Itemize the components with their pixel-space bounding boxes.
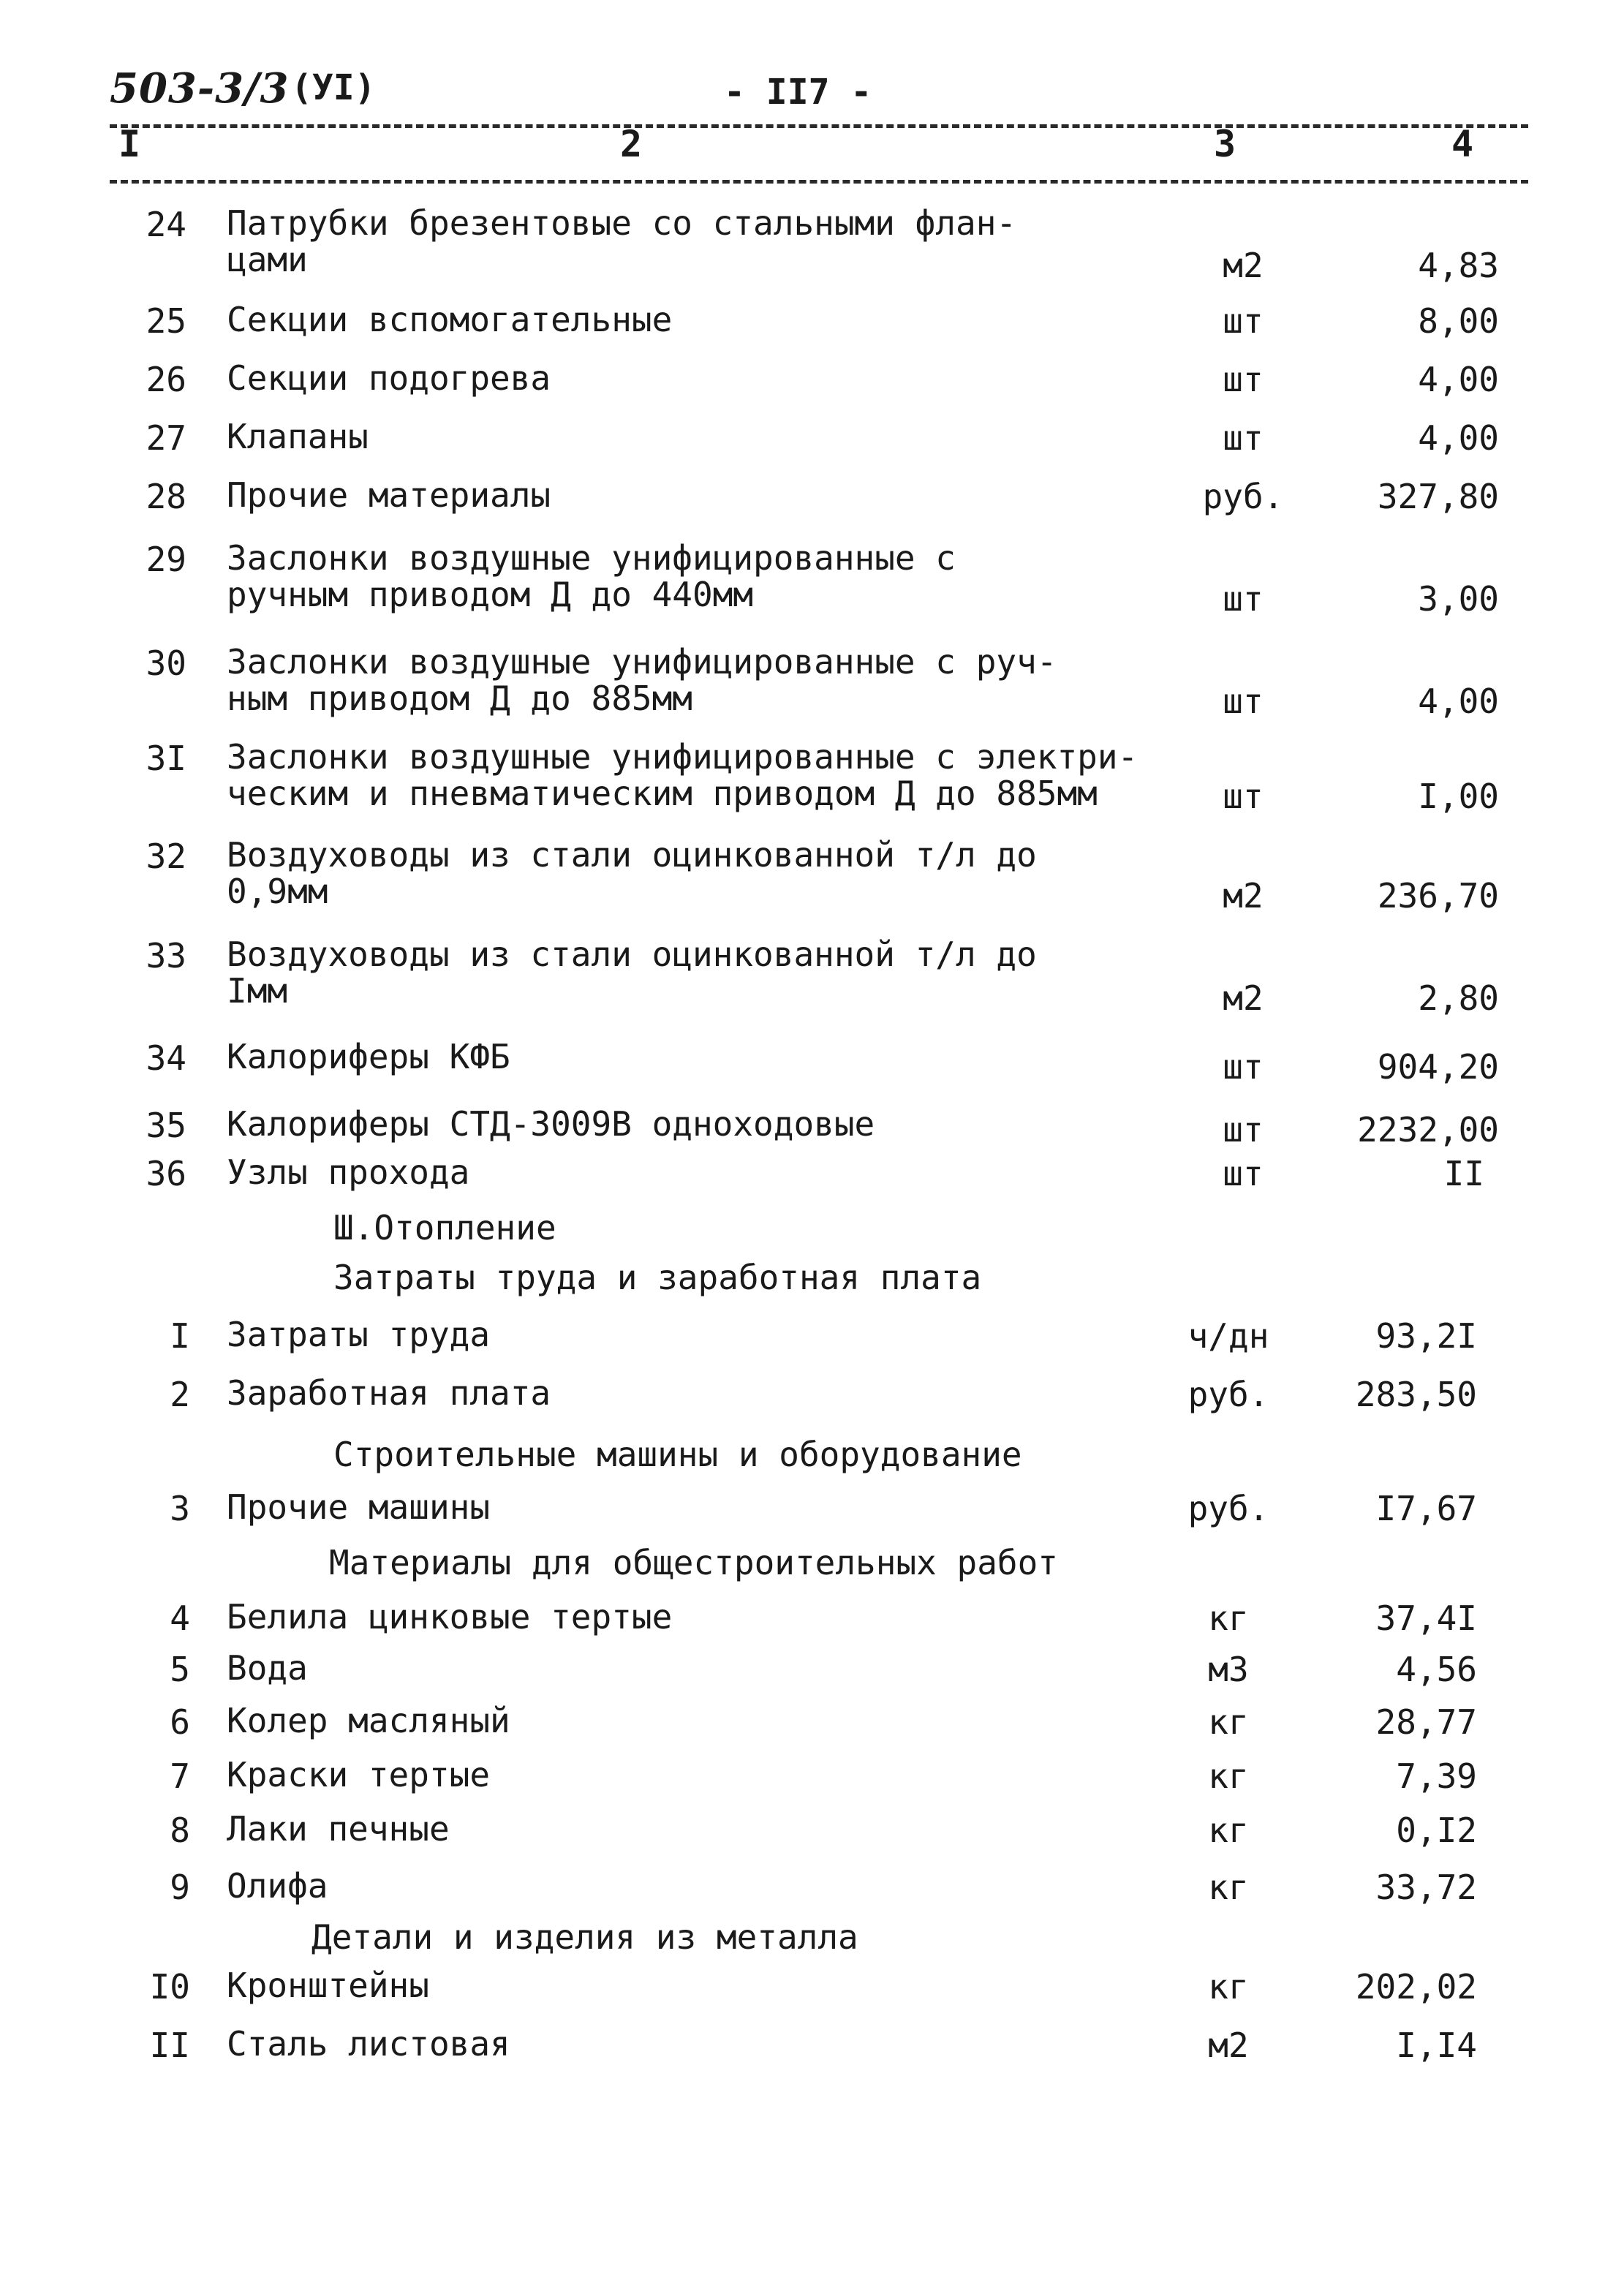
row-unit: кг [1208,1967,1249,2007]
row-unit: шт [1223,579,1264,619]
row-number: 5 [170,1650,190,1689]
header-divider-top [110,124,1528,128]
row-value: 4,00 [1418,360,1499,399]
row-text: Вода [227,1648,308,1688]
row-number: 34 [146,1038,186,1078]
row-value: 4,00 [1418,682,1499,721]
row-value: 0,I2 [1396,1811,1477,1850]
row-unit: ч/дн [1187,1316,1269,1356]
row-unit: м2 [1208,2026,1249,2065]
row-value: 3,00 [1418,579,1499,619]
row-value: 28,77 [1375,1702,1477,1742]
column-header-3: 3 [1214,123,1236,165]
row-unit: шт [1223,418,1264,458]
column-header-2: 2 [620,123,643,165]
row-number: 33 [146,936,186,975]
row-text: Затраты труда [227,1315,491,1354]
row-text: Прочие материалы [227,475,551,515]
row-unit: кг [1208,1598,1249,1638]
row-text: Кронштейны [227,1966,429,2005]
row-value: 33,72 [1375,1868,1477,1907]
row-unit: шт [1223,682,1264,721]
column-header-1: I [118,123,141,165]
row-value: 202,02 [1355,1967,1477,2007]
row-unit: шт [1223,1047,1264,1087]
row-text: Сталь листовая [227,2024,510,2064]
row-text: Колер масляный [227,1701,510,1740]
row-unit: м2 [1223,246,1264,285]
row-text: Калориферы КФБ [227,1037,510,1076]
row-number: 26 [146,360,186,399]
row-value: 2,80 [1418,978,1499,1018]
row-unit: шт [1223,777,1264,816]
row-value: II [1443,1154,1484,1193]
row-number: 7 [170,1756,190,1796]
column-header-4: 4 [1451,123,1474,165]
page-number: - II7 - [724,72,872,113]
row-number: I0 [149,1967,190,2007]
row-number: 30 [146,643,186,683]
row-unit: шт [1223,301,1264,341]
row-number: 3 [170,1489,190,1528]
row-text: Секции вспомогательные [227,300,673,339]
row-number: 27 [146,418,186,458]
row-number: 4 [170,1598,190,1638]
row-value: 2232,00 [1357,1110,1499,1150]
row-number: 29 [146,540,186,579]
row-text: Олифа [227,1866,328,1906]
row-number: 9 [170,1868,190,1907]
subsection-materials: Материалы для общестроительных работ [329,1543,1058,1582]
row-value: 283,50 [1355,1375,1477,1414]
row-text: Заслонки воздушные унифицированные с электри- ческим и пневматическим приводом Д до 885мм [227,737,1138,813]
row-unit: м3 [1208,1650,1249,1689]
row-text: Прочие машины [227,1487,491,1527]
document-mark: (УI) [291,67,376,108]
row-unit: м2 [1223,978,1264,1018]
row-text: Патрубки брезентовые со стальными флан- цами [227,203,1017,279]
row-unit: шт [1223,1110,1264,1150]
row-number: 2 [170,1375,190,1414]
row-text: Белила цинковые тертые [227,1597,673,1637]
row-value: 37,4I [1375,1598,1477,1638]
header-divider-bottom [110,180,1528,184]
row-value: 4,56 [1396,1650,1477,1689]
row-value: 236,70 [1377,876,1499,916]
row-value: I,I4 [1396,2026,1477,2065]
row-unit: шт [1223,360,1264,399]
row-value: 904,20 [1377,1047,1499,1087]
row-value: I7,67 [1375,1489,1477,1528]
row-unit: кг [1208,1756,1249,1796]
row-number: 35 [146,1106,186,1145]
row-number: I [170,1316,190,1356]
row-text: Краски тертые [227,1755,491,1794]
row-number: 3I [146,739,186,778]
row-unit: шт [1223,1154,1264,1193]
row-unit: кг [1208,1868,1249,1907]
row-text: Клапаны [227,417,369,456]
subsection-labor: Затраты труда и заработная плата [333,1258,982,1297]
row-unit: руб. [1187,1489,1269,1528]
row-text: Калориферы СТД-3009В одноходовые [227,1104,875,1144]
row-value: 327,80 [1377,477,1499,516]
row-unit: руб. [1202,477,1284,516]
row-number: 8 [170,1811,190,1850]
row-number: 36 [146,1154,186,1193]
row-number: 24 [146,205,186,244]
row-text: Лаки печные [227,1809,450,1849]
row-text: Воздуховоды из стали оцинкованной т/л до Iмм [227,935,1037,1011]
row-unit: м2 [1223,876,1264,916]
row-text: Воздуховоды из стали оцинкованной т/л до 0,9мм [227,835,1037,911]
row-text: Заслонки воздушные унифицированные с руч- ным приводом Д до 885мм [227,642,1057,718]
subsection-metal: Детали и изделия из металла [311,1917,858,1957]
row-text: Секции подогрева [227,358,551,398]
row-value: 93,2I [1375,1316,1477,1356]
row-number: 6 [170,1702,190,1742]
row-number: 32 [146,837,186,876]
row-number: 28 [146,477,186,516]
row-unit: кг [1208,1811,1249,1850]
row-value: 4,83 [1418,246,1499,285]
row-text: Заработная плата [227,1373,551,1413]
row-value: I,00 [1418,777,1499,816]
row-unit: руб. [1187,1375,1269,1414]
row-text: Заслонки воздушные унифицированные с ручным приводом Д до 440мм [227,538,956,614]
row-text: Узлы прохода [227,1152,470,1192]
row-unit: кг [1208,1702,1249,1742]
row-value: 8,00 [1418,301,1499,341]
document-code: 503-3/3 [110,64,290,113]
subsection-machines: Строительные машины и оборудование [333,1435,1022,1474]
section-title: Ш.Отопление [333,1208,556,1247]
row-value: 4,00 [1418,418,1499,458]
row-number: 25 [146,301,186,341]
row-value: 7,39 [1396,1756,1477,1796]
row-number: II [149,2026,190,2065]
